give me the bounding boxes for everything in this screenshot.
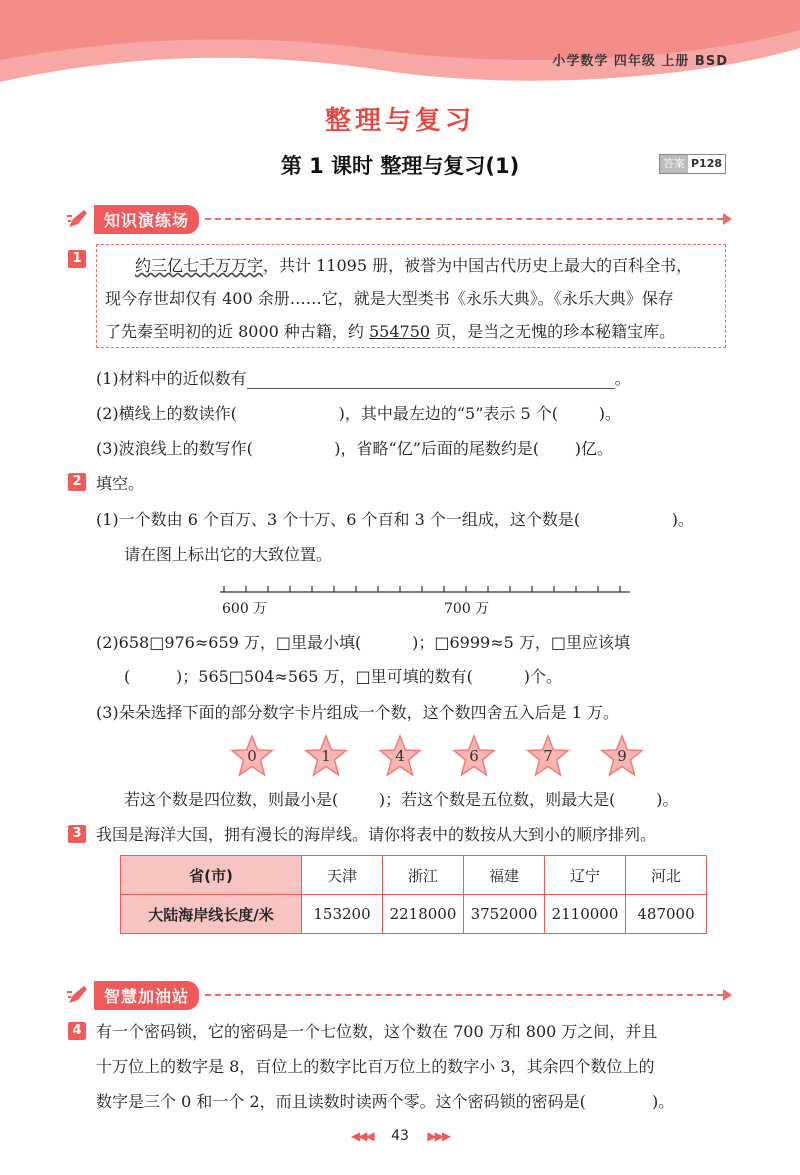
table-cell: 辽宁 (545, 856, 626, 895)
passage-text: ，共计 11095 册，被誉为中国古代历史上最大的百科全书， (263, 256, 693, 275)
answer-line[interactable] (247, 369, 615, 389)
table-row (121, 895, 707, 934)
section-header-challenge (66, 980, 732, 1010)
digit-card-star (230, 734, 274, 778)
table-cell: 2110000 (545, 895, 626, 934)
page-number-text: 43 (391, 1128, 409, 1144)
reading-passage (96, 244, 726, 348)
digit-card-star (526, 734, 570, 778)
axis-label-right: 700 万 (444, 601, 490, 617)
card-digit: 6 (469, 747, 479, 765)
table-cell: 487000 (626, 895, 707, 934)
digit-card-star (600, 734, 644, 778)
table-cell: 153200 (302, 895, 383, 934)
underlined-number: 554750 (368, 322, 431, 341)
punct: 。 (614, 369, 631, 388)
row-header: 大陆海岸线长度/米 (121, 895, 302, 934)
question-number: 2 (68, 473, 86, 491)
axis-label-left: 600 万 (222, 601, 268, 617)
q1-sub1 (96, 366, 631, 389)
passage-text: 页，是当之无愧的珍本秘籍宝库。 (430, 322, 676, 341)
right-arrows-icon: ▶▶▶ (427, 1129, 450, 1143)
divider (205, 218, 723, 220)
card-digit: 7 (543, 747, 553, 765)
card-digit: 9 (617, 747, 627, 765)
q2-sub3: (3)朵朵选择下面的部分数字卡片组成一个数，这个数四舍五入后是 1 万。 (96, 703, 620, 722)
passage-text: 了先秦至明初的近 8000 种古籍，约 (105, 322, 369, 341)
row-header: 省(市) (121, 856, 302, 895)
header-band (0, 0, 800, 95)
divider (205, 994, 723, 996)
passage-line (135, 253, 692, 276)
table-cell: 天津 (302, 856, 383, 895)
q4-line: 有一个密码锁，它的密码是一个七位数，这个数在 700 万和 800 万之间，并且 (96, 1022, 658, 1041)
q4-line: 数字是三个 0 和一个 2，而且读数时读两个零。这个密码锁的密码是( )。 (96, 1092, 675, 1111)
coastline-table (120, 855, 707, 934)
answer-page: P128 (691, 157, 723, 170)
arrow-icon (723, 989, 732, 1001)
section-title: 知识演练场 (94, 205, 199, 234)
section-header-practice (66, 204, 732, 234)
q3-text: 我国是海洋大国，拥有漫长的海岸线。请你将表中的数按从大到小的顺序排列。 (96, 825, 657, 844)
table-cell: 2218000 (383, 895, 464, 934)
answer-label: 答案 (660, 155, 688, 173)
arrow-icon (723, 213, 732, 225)
table-cell: 河北 (626, 856, 707, 895)
q2-sub2-line2: ( )；565□504≈565 万，□里可填的数有( )个。 (124, 667, 562, 686)
wavy-number: 约三亿七千万万字 (135, 256, 264, 275)
number-line[interactable] (210, 582, 640, 606)
card-digit: 1 (321, 747, 331, 765)
q1-sub2: (2)横线上的数读作( )，其中最左边的“5”表示 5 个( )。 (96, 404, 621, 423)
table-row (121, 856, 707, 895)
lesson-title: 第 1 课时 整理与复习(1) (280, 154, 520, 178)
card-digit: 4 (395, 747, 405, 765)
card-digit: 0 (247, 747, 257, 765)
q2-sub2-line1: (2)658□976≈659 万，□里最小填( )；□6999≈5 万，□里应该填 (96, 633, 630, 652)
page-number (0, 1128, 800, 1144)
left-arrows-icon: ◀◀◀ (350, 1129, 373, 1143)
answer-reference (659, 154, 726, 174)
q2-sub1: (1)一个数由 6 个百万、3 个十万、6 个百和 3 个一组成，这个数是( )。 (96, 510, 694, 529)
passage-line (105, 319, 675, 342)
q2-sub1-hint: 请在图上标出它的大致位置。 (124, 545, 333, 564)
question-number: 4 (68, 1022, 86, 1040)
digit-card-star (304, 734, 348, 778)
section-title: 智慧加油站 (94, 981, 199, 1010)
q4-line: 十万位上的数字是 8，百位上的数字比百万位上的数字小 3，其余四个数位上的 (96, 1057, 655, 1076)
sub-question: (1)材料中的近似数有 (96, 369, 247, 388)
q2-sub3-question: 若这个数是四位数，则最小是( )；若这个数是五位数，则最大是( )。 (124, 790, 679, 809)
page-title: 整理与复习 (324, 106, 475, 136)
digit-card-star (378, 734, 422, 778)
pen-icon (66, 983, 90, 1007)
digit-cards (230, 734, 660, 778)
table-cell: 福建 (464, 856, 545, 895)
digit-card-star (452, 734, 496, 778)
q1-sub3: (3)波浪线上的数写作( )，省略“亿”后面的尾数约是( )亿。 (96, 439, 613, 458)
question-number: 1 (68, 250, 86, 268)
q2-title: 填空。 (96, 474, 145, 493)
pen-icon (66, 207, 90, 231)
table-cell: 3752000 (464, 895, 545, 934)
subject-label: 小学数学 四年级 上册 BSD (552, 54, 728, 69)
table-cell: 浙江 (383, 856, 464, 895)
passage-line: 现今存世却仅有 400 余册……它，就是大型类书《永乐大典》。《永乐大典》保存 (105, 289, 674, 308)
question-number: 3 (68, 825, 86, 843)
